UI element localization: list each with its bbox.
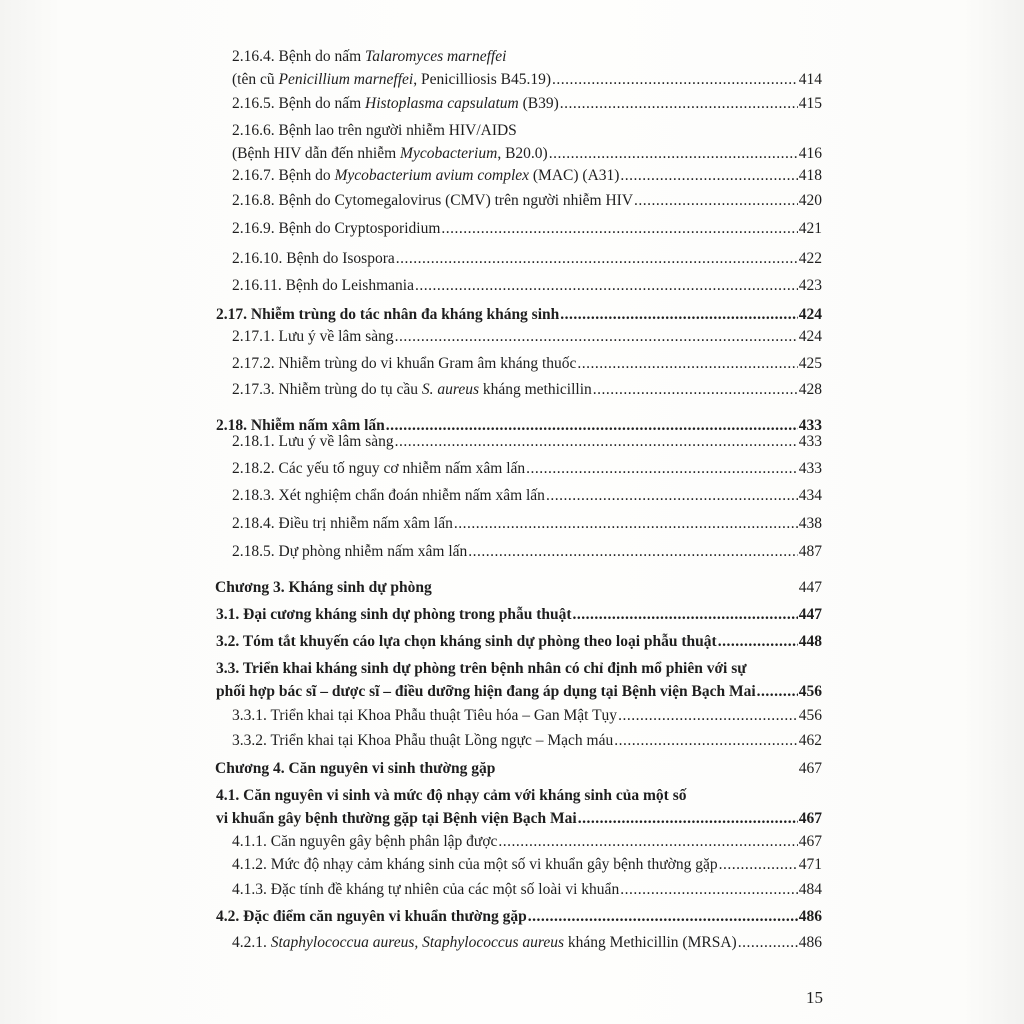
dot-leader: [578, 807, 798, 830]
toc-entry[interactable]: [232, 247, 822, 270]
title-text: 4.1.3. Đặc tính đề kháng tự nhiên của các một số loài vi khuẩn: [232, 881, 620, 898]
toc-entry[interactable]: [215, 576, 822, 599]
title-text: 4.1.2. Mức độ nhạy cảm kháng sinh của một số vi khuẩn gây bệnh thường gặp: [232, 856, 718, 873]
title-text: 4.2.1.: [232, 934, 271, 951]
toc-entry[interactable]: [232, 512, 822, 535]
title-text: 2.16.6. Bệnh lao trên người nhiễm HIV/AIDS: [232, 122, 517, 139]
toc-entry[interactable]: [215, 757, 822, 780]
toc-entry-line: [232, 164, 822, 187]
dot-leader: [395, 325, 798, 348]
dot-leader: [526, 457, 798, 480]
toc-page-number: 434: [798, 487, 822, 504]
toc-page-number: 462: [798, 732, 822, 749]
toc-entry[interactable]: [216, 303, 822, 326]
title-text: 2.18.3. Xét nghiệm chẩn đoán nhiễm nấm xâm lấn: [232, 487, 545, 504]
toc-entry-title: [232, 704, 617, 727]
dot-leader: [549, 142, 798, 165]
title-text: 2.17.3. Nhiễm trùng do tụ cầu: [232, 381, 422, 398]
toc-page-number: 487: [798, 543, 822, 560]
toc-entry-line: [232, 430, 822, 453]
toc-entry-line: [232, 457, 822, 480]
toc-entry[interactable]: [232, 931, 822, 954]
toc-entry[interactable]: [232, 378, 822, 401]
title-text: (tên cũ: [232, 71, 279, 88]
toc-entry-line: [232, 512, 822, 535]
title-text: 3.3.1. Triển khai tại Khoa Phẫu thuật Tiêu hóa – Gan Mật Tụy: [232, 707, 618, 724]
toc-entry-title: [216, 680, 756, 703]
toc-entry-title: [232, 164, 619, 187]
toc-entry-line: [216, 784, 822, 807]
toc-entry-line: [232, 878, 822, 901]
toc-entry[interactable]: [232, 830, 822, 853]
toc-entry[interactable]: [232, 704, 822, 727]
dot-leader: [620, 878, 798, 901]
toc-entry[interactable]: [232, 45, 822, 91]
toc-page-number: 486: [798, 908, 822, 925]
title-text: 2.17. Nhiễm trùng do tác nhân đa kháng kháng sinh: [216, 306, 560, 323]
toc-entry[interactable]: [232, 729, 822, 752]
toc-entry-line: [232, 729, 822, 752]
toc-page-number: 448: [798, 633, 822, 650]
toc-page-number: 447: [798, 579, 822, 596]
toc-entry-line: [215, 757, 822, 780]
title-text: 4.1.1. Căn nguyên gây bệnh phân lập được: [232, 833, 498, 850]
toc-entry-title: [232, 217, 440, 240]
toc-entry-line: [232, 142, 822, 165]
dot-leader: [395, 430, 798, 453]
toc-page-number: 420: [798, 192, 822, 209]
toc-entry-line: [232, 274, 822, 297]
toc-entry[interactable]: [232, 878, 822, 901]
toc-entry[interactable]: [232, 352, 822, 375]
toc-entry[interactable]: [232, 484, 822, 507]
toc-entry[interactable]: [216, 657, 822, 703]
toc-entry-title: [232, 729, 613, 752]
dot-leader: [528, 905, 798, 928]
toc-entry-line: [216, 807, 822, 830]
toc-page-number: 438: [798, 515, 822, 532]
toc-entry-title: [232, 430, 394, 453]
toc-entry-line: [232, 92, 822, 115]
toc-entry-title: [232, 853, 718, 876]
title-text: kháng Methicillin (MRSA): [564, 934, 737, 951]
toc-entry-title: [216, 630, 717, 653]
toc-entry-title: [232, 512, 453, 535]
dot-leader: [560, 92, 798, 115]
toc-entry-title: [216, 603, 572, 626]
toc-entry-title: [232, 189, 633, 212]
toc-entry-title: [232, 352, 576, 375]
title-text: 2.17.2. Nhiễm trùng do vi khuẩn Gram âm kháng thuốc: [232, 355, 577, 372]
title-text: 3.1. Đại cương kháng sinh dự phòng trong phẫu thuật: [216, 606, 572, 623]
toc-entry-line: [232, 119, 822, 142]
toc-entry-title: [232, 274, 414, 297]
toc-entry[interactable]: [232, 430, 822, 453]
toc-entry-title: [215, 757, 495, 780]
dot-leader: [415, 274, 798, 297]
title-text: 2.17.1. Lưu ý về lâm sàng: [232, 328, 394, 345]
toc-page-number: 433: [798, 460, 822, 477]
dot-leader: [560, 303, 797, 326]
toc-entry-line: [232, 217, 822, 240]
toc-entry-title: [232, 45, 506, 68]
toc-page-number: 433: [798, 417, 822, 434]
toc-page-number: 425: [798, 355, 822, 372]
toc-entry-title: [232, 378, 592, 401]
title-text: Chương 4. Căn nguyên vi sinh thường gặp: [215, 760, 496, 777]
toc-page-number: 456: [798, 707, 822, 724]
italic-term: Histoplasma capsulatum: [365, 95, 519, 112]
dot-leader: [552, 68, 798, 91]
toc-page-number: 484: [798, 881, 822, 898]
dot-leader: [738, 931, 798, 954]
title-text: phối hợp bác sĩ – dược sĩ – điều dưỡng hiện đang áp dụng tại Bệnh viện Bạch Mai: [216, 683, 756, 700]
title-text: 2.16.5. Bệnh do nấm: [232, 95, 366, 112]
toc-entry-title: [232, 931, 737, 954]
toc-entry-title: [232, 68, 551, 91]
toc-entry-title: [232, 540, 467, 563]
dot-leader: [573, 603, 798, 626]
title-text: (MAC) (A31): [529, 167, 620, 184]
toc-entry[interactable]: [232, 457, 822, 480]
toc-entry[interactable]: [232, 189, 822, 212]
toc-entry[interactable]: [232, 540, 822, 563]
toc-entry-title: [232, 830, 497, 853]
toc-entry-title: [232, 142, 548, 165]
toc-entry-title: [232, 247, 395, 270]
toc-entry-line: [216, 630, 822, 653]
page-number: 15: [806, 988, 823, 1007]
title-text: kháng methicillin: [478, 381, 592, 398]
toc-entry-line: [232, 68, 822, 91]
toc-entry[interactable]: [216, 603, 822, 626]
toc-entry[interactable]: [232, 217, 822, 240]
toc-entry-line: [232, 704, 822, 727]
title-text: 2.16.9. Bệnh do Cryptosporidium: [232, 220, 441, 237]
dot-leader: [719, 853, 798, 876]
italic-term: Staphylococcua aureus, Staphylococcus aureus: [270, 934, 565, 951]
toc-entry-line: [216, 303, 822, 326]
title-text: 2.16.4. Bệnh do nấm: [232, 48, 366, 65]
toc-entry-line: [232, 189, 822, 212]
toc-entry-title: [232, 457, 525, 480]
toc-page-number: 423: [798, 277, 822, 294]
toc-entry[interactable]: [232, 325, 822, 348]
toc-entry-line: [232, 540, 822, 563]
toc-page-number: 456: [798, 683, 822, 700]
toc-entry-line: [232, 484, 822, 507]
toc-entry[interactable]: [216, 905, 822, 928]
title-text: 2.16.8. Bệnh do Cytomegalovirus (CMV) trên người nhiễm HIV: [232, 192, 634, 209]
dot-leader: [441, 217, 797, 240]
dot-leader: [593, 378, 798, 401]
dot-leader: [634, 189, 798, 212]
toc-entry[interactable]: [216, 784, 822, 830]
toc-page-number: 421: [798, 220, 822, 237]
toc-entry-title: [216, 905, 527, 928]
toc-entry-title: [232, 878, 619, 901]
title-text: 2.18.5. Dự phòng nhiễm nấm xâm lấn: [232, 543, 468, 560]
toc-page-number: 433: [798, 433, 822, 450]
dot-leader: [614, 729, 798, 752]
toc-page-number: 416: [798, 145, 822, 162]
dot-leader: [718, 630, 798, 653]
dot-leader: [498, 830, 797, 853]
title-text: (B39): [518, 95, 559, 112]
italic-term: Penicillium marneffei: [278, 71, 414, 88]
title-text: 2.16.11. Bệnh do Leishmania: [232, 277, 414, 294]
toc-entry[interactable]: [232, 274, 822, 297]
dot-leader: [620, 164, 797, 187]
toc-entry-line: [232, 378, 822, 401]
toc-entry-line: [232, 352, 822, 375]
toc-entry-line: [232, 853, 822, 876]
toc-entry[interactable]: [232, 119, 822, 165]
dot-leader: [396, 247, 798, 270]
title-text: 4.2. Đặc điểm căn nguyên vi khuẩn thường gặp: [216, 908, 527, 925]
italic-term: S. aureus: [421, 381, 479, 398]
toc-page-number: 467: [798, 810, 822, 827]
title-text: 2.18.1. Lưu ý về lâm sàng: [232, 433, 394, 450]
toc-entry-line: [216, 657, 822, 680]
title-text: 2.16.10. Bệnh do Isospora: [232, 250, 395, 267]
toc-page-number: 414: [798, 71, 822, 88]
dot-leader: [618, 704, 798, 727]
title-text: 2.18.2. Các yếu tố nguy cơ nhiễm nấm xâm lấn: [232, 460, 526, 477]
title-text: 3.2. Tóm tắt khuyến cáo lựa chọn kháng sinh dự phòng theo loại phẫu thuật: [216, 633, 717, 650]
toc-page-number: 486: [798, 934, 822, 951]
toc-entry-line: [232, 830, 822, 853]
dot-leader: [577, 352, 797, 375]
italic-term: Talaromyces marneffei: [365, 48, 507, 65]
toc-entry-title: [232, 92, 559, 115]
toc-entry-title: [216, 807, 577, 830]
title-text: (Bệnh HIV dẫn đến nhiễm: [232, 145, 401, 162]
toc-page-number: 467: [798, 760, 822, 777]
toc-entry[interactable]: [216, 630, 822, 653]
toc-entry-title: [216, 784, 687, 807]
toc-page-number: 424: [798, 328, 822, 345]
dot-leader: [468, 540, 797, 563]
title-text: 4.1. Căn nguyên vi sinh và mức độ nhạy cảm với kháng sinh của một số: [216, 787, 687, 804]
toc-entry-line: [216, 680, 822, 703]
toc-entry-line: [215, 576, 822, 599]
toc-entry-title: [232, 119, 517, 142]
title-text: vi khuẩn gây bệnh thường gặp tại Bệnh viện Bạch Mai: [216, 810, 577, 827]
toc-page-number: 428: [798, 381, 822, 398]
toc-page-number: 471: [798, 856, 822, 873]
title-text: 2.18. Nhiễm nấm xâm lấn: [216, 417, 385, 434]
toc-entry-line: [216, 603, 822, 626]
toc-entry[interactable]: [232, 92, 822, 115]
toc-entry-line: [232, 325, 822, 348]
title-text: , Penicilliosis B45.19): [413, 71, 552, 88]
toc-page-number: 467: [798, 833, 822, 850]
toc-entry-title: [232, 325, 394, 348]
toc-entry-title: [232, 484, 545, 507]
dot-leader: [757, 680, 798, 703]
dot-leader: [454, 512, 798, 535]
toc-entry-line: [216, 905, 822, 928]
title-text: 2.18.4. Điều trị nhiễm nấm xâm lấn: [232, 515, 453, 532]
italic-term: Mycobacterium avium complex: [334, 167, 530, 184]
toc-page-number: 424: [798, 306, 822, 323]
dot-leader: [546, 484, 798, 507]
toc-entry[interactable]: [232, 853, 822, 876]
title-text: Chương 3. Kháng sinh dự phòng: [215, 579, 432, 596]
toc-entry-line: [232, 45, 822, 68]
toc-page-number: 418: [798, 167, 822, 184]
title-text: 3.3.2. Triển khai tại Khoa Phẫu thuật Lồng ngực – Mạch máu: [232, 732, 614, 749]
toc-entry-line: [232, 247, 822, 270]
toc-entry-line: [232, 931, 822, 954]
toc-entry[interactable]: [232, 164, 822, 187]
toc-page-number: 447: [798, 606, 822, 623]
title-text: , B20.0): [497, 145, 548, 162]
toc-entry-title: [216, 303, 559, 326]
toc-page-number: 422: [798, 250, 822, 267]
toc-page-number: 415: [798, 95, 822, 112]
italic-term: Mycobacterium: [400, 145, 498, 162]
toc-entry-title: [216, 657, 747, 680]
title-text: 3.3. Triển khai kháng sinh dự phòng trên bệnh nhân có chỉ định mổ phiên với sự: [216, 660, 747, 677]
toc-entry-title: [215, 576, 432, 599]
title-text: 2.16.7. Bệnh do: [232, 167, 335, 184]
